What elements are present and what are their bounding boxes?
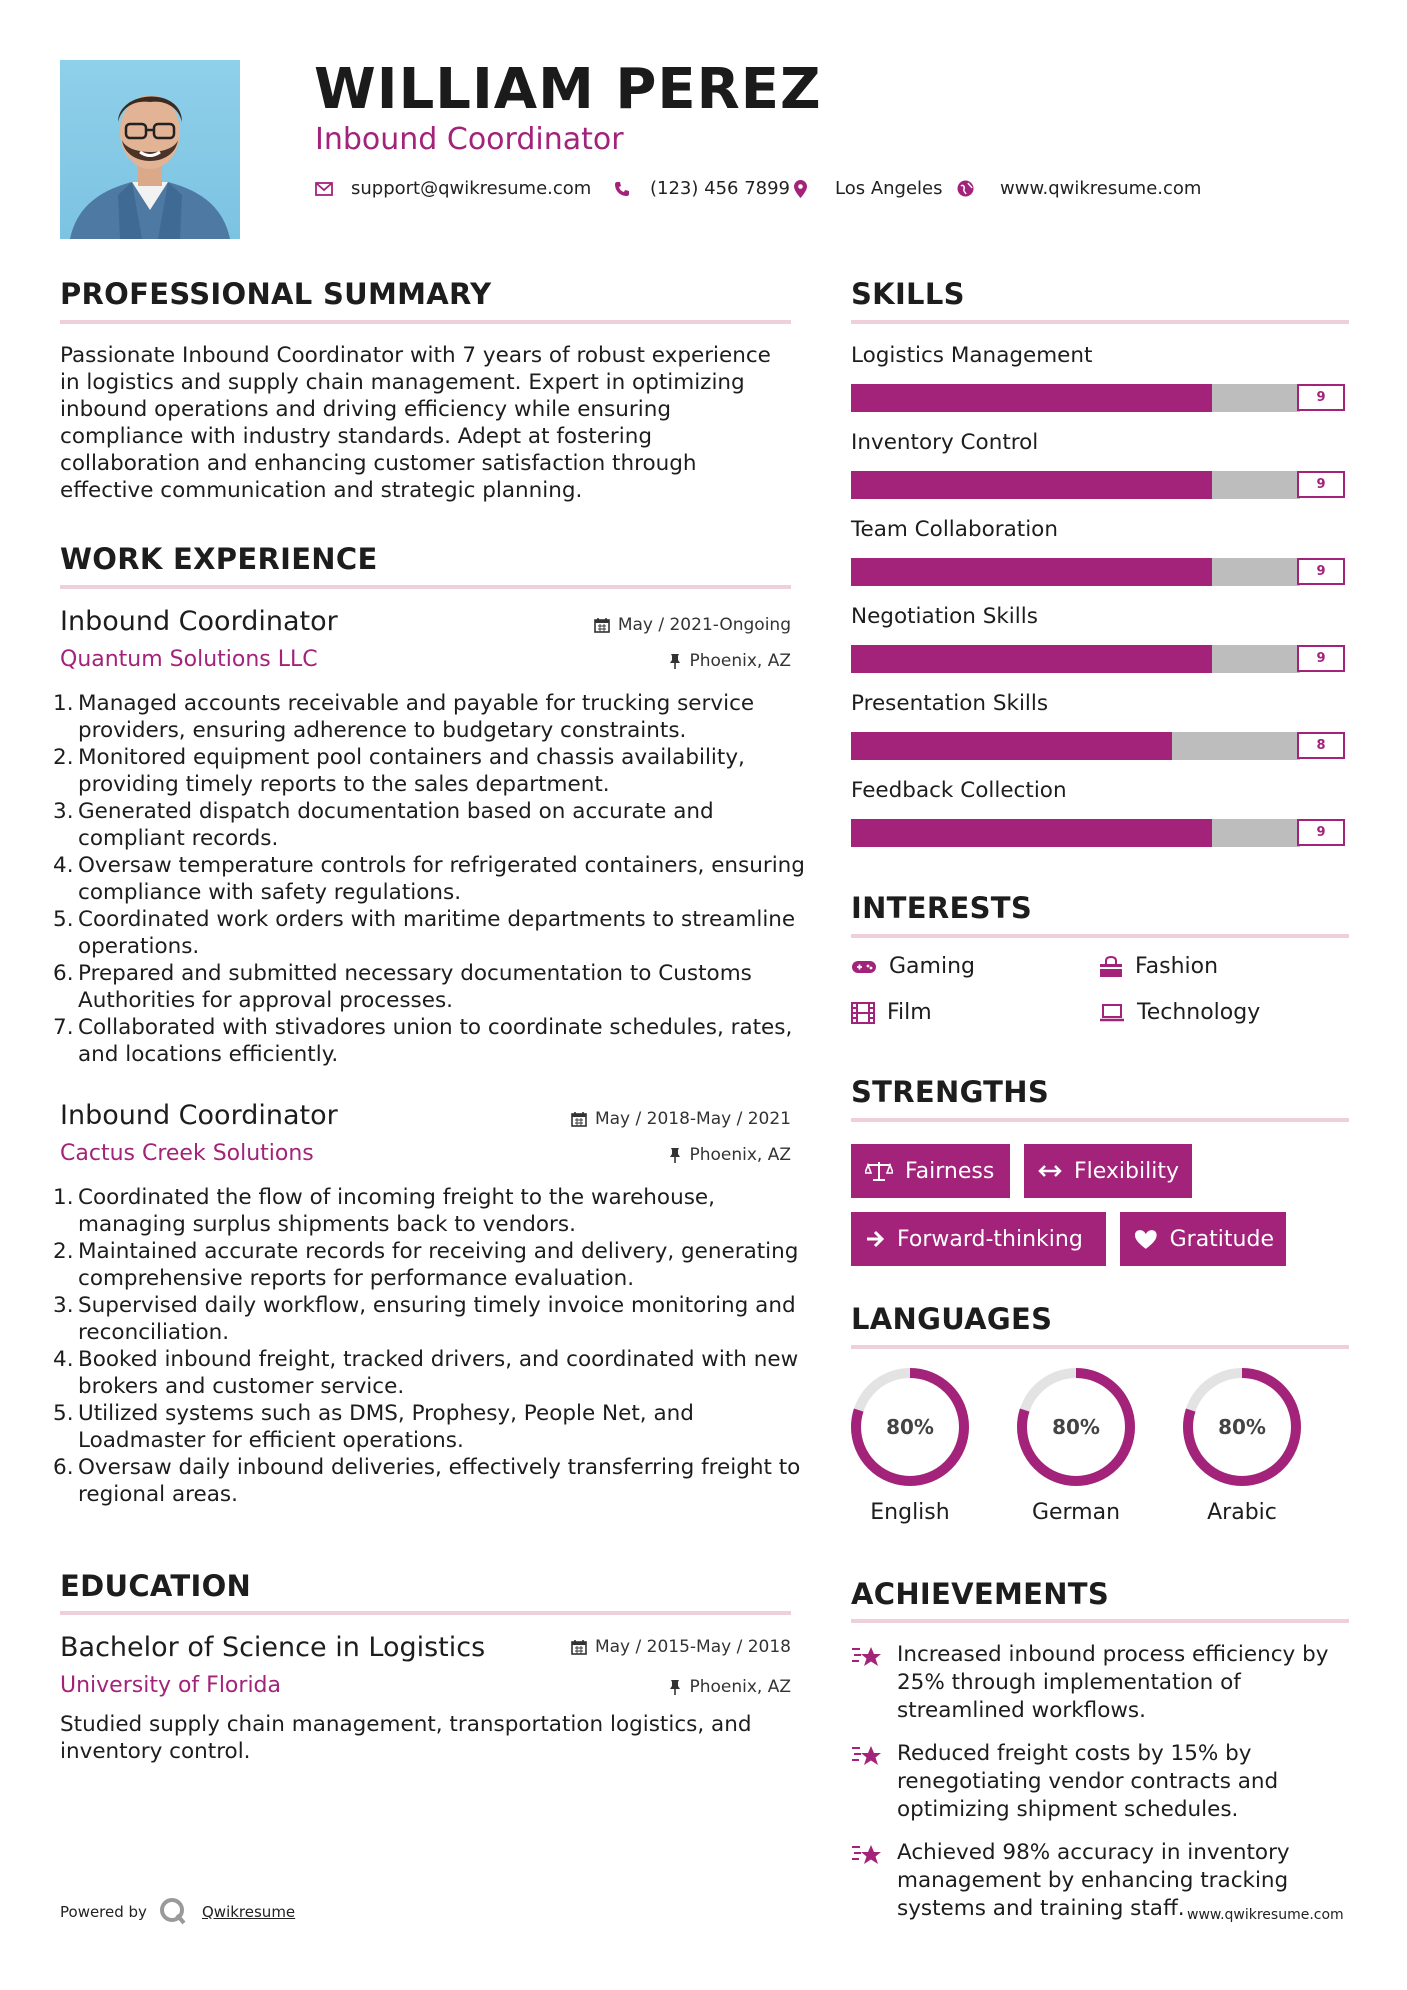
heart-icon [1134, 1229, 1158, 1250]
job-1-company: Quantum Solutions LLC [60, 647, 318, 672]
qwikresume-logo-icon [158, 1896, 188, 1926]
contact-phone[interactable] [614, 178, 790, 199]
job-2-dates-text: May / 2018-May / 2021 [594, 1109, 791, 1129]
job-1-bullets [60, 690, 813, 1068]
language-name: English [870, 1500, 950, 1525]
job-2-bullets [60, 1184, 813, 1508]
skill-name: Presentation Skills [851, 691, 1049, 716]
education-divider [60, 1611, 791, 1615]
strength-fairness [851, 1144, 1010, 1198]
degree-title: Bachelor of Science in Logistics [60, 1632, 486, 1663]
contact-location [794, 178, 943, 199]
experience-heading: WORK EXPERIENCE [60, 542, 378, 576]
pushpin-icon [669, 1147, 681, 1164]
strength-label: Fairness [905, 1158, 995, 1184]
powered-by-label: Powered by [60, 1903, 147, 1921]
skill-bar-fill [851, 558, 1212, 586]
laptop-icon [1099, 1003, 1125, 1023]
education-dates-text: May / 2015-May / 2018 [594, 1637, 791, 1657]
list-item: Prepared and submitted necessary documentation to Customs Authorities for approval processes. [78, 961, 752, 1013]
summary-heading: PROFESSIONAL SUMMARY [60, 277, 492, 311]
list-item: Utilized systems such as DMS, Prophesy, People Net, and Loadmaster for efficient operations. [78, 1401, 694, 1453]
skill-level-badge: 9 [1297, 558, 1345, 585]
interest-technology [1099, 1000, 1260, 1025]
interest-film [851, 1000, 932, 1025]
achievement-text: Increased inbound process efficiency by 25% through implementation of streamlined workflows. [897, 1642, 1329, 1723]
skill-bar-track [851, 819, 1300, 847]
skill-level-badge: 8 [1297, 732, 1345, 759]
interest-label: Fashion [1135, 954, 1219, 979]
interests-heading: INTERESTS [851, 891, 1033, 925]
skill-level-badge: 9 [1297, 819, 1345, 846]
calendar-icon [594, 617, 610, 633]
skill-bar-fill [851, 384, 1212, 412]
job-1-location [669, 651, 791, 671]
film-icon [851, 1002, 875, 1024]
languages-heading: LANGUAGES [851, 1302, 1053, 1336]
job-2-title: Inbound Coordinator [60, 1100, 338, 1131]
shooting-star-icon [851, 1742, 883, 1770]
language-name: Arabic [1207, 1500, 1277, 1525]
job-2-location [669, 1145, 791, 1165]
strengths-divider [851, 1118, 1349, 1122]
skills-heading: SKILLS [851, 277, 965, 311]
skills-divider [851, 320, 1349, 324]
job-1-dates [594, 615, 791, 635]
arrows-horizontal-icon [1038, 1164, 1062, 1178]
list-item: Supervised daily workflow, ensuring timely invoice monitoring and reconciliation. [78, 1293, 796, 1345]
strengths-heading: STRENGTHS [851, 1075, 1050, 1109]
skill-name: Feedback Collection [851, 778, 1067, 803]
skill-bar-track [851, 558, 1300, 586]
shooting-star-icon [851, 1643, 883, 1671]
education-description: Studied supply chain management, transportation logistics, and inventory control. [60, 1712, 752, 1764]
job-1-title: Inbound Coordinator [60, 606, 338, 637]
skill-bar-track [851, 471, 1300, 499]
language-name: German [1031, 1500, 1121, 1525]
pushpin-icon [669, 653, 681, 670]
gamepad-icon [851, 959, 877, 975]
skill-name: Inventory Control [851, 430, 1039, 455]
languages-divider [851, 1345, 1349, 1349]
balance-scale-icon [865, 1160, 893, 1182]
list-item: Managed accounts receivable and payable for trucking service providers, ensuring adherence to budgetary constraints. [78, 691, 755, 743]
skill-level-badge: 9 [1297, 471, 1345, 498]
footer-website[interactable]: www.qwikresume.com [1187, 1907, 1344, 1923]
skill-bar-track [851, 645, 1300, 673]
interest-label: Technology [1137, 1000, 1261, 1025]
skill-name: Negotiation Skills [851, 604, 1038, 629]
shopping-bag-icon [1099, 956, 1123, 978]
contact-website[interactable] [957, 178, 1201, 199]
skill-name: Logistics Management [851, 343, 1093, 368]
qwikresume-link[interactable]: Qwikresume [202, 1903, 296, 1921]
location-text: Los Angeles [835, 178, 943, 199]
summary-divider [60, 320, 791, 324]
achievements-heading: ACHIEVEMENTS [851, 1577, 1110, 1611]
list-item: Generated dispatch documentation based on accurate and compliant records. [78, 799, 714, 851]
pushpin-icon [669, 1679, 681, 1696]
achievement-item [851, 1740, 1351, 1824]
list-item: Maintained accurate records for receiving and delivery, generating comprehensive reports for performance evaluation. [78, 1239, 799, 1291]
interest-gaming [851, 954, 975, 979]
person-photo-icon [60, 60, 240, 239]
job-2-location-text: Phoenix, AZ [689, 1145, 791, 1165]
calendar-icon [571, 1639, 587, 1655]
job-1-location-text: Phoenix, AZ [689, 651, 791, 671]
interests-divider [851, 934, 1349, 938]
skill-bar-fill [851, 819, 1212, 847]
list-item: Oversaw temperature controls for refrigerated containers, ensuring compliance with safety regulations. [78, 853, 805, 905]
arrow-right-icon [865, 1230, 885, 1248]
job-2-dates [571, 1109, 791, 1129]
list-item: Coordinated work orders with maritime departments to streamline operations. [78, 907, 796, 959]
education-dates [571, 1637, 791, 1657]
globe-icon [957, 180, 974, 197]
candidate-role: Inbound Coordinator [315, 122, 624, 157]
phone-icon [614, 181, 630, 197]
strength-forward-thinking [851, 1212, 1106, 1266]
contact-email[interactable] [315, 178, 591, 199]
interest-fashion [1099, 954, 1218, 979]
strength-label: Gratitude [1169, 1226, 1274, 1252]
school-name: University of Florida [60, 1673, 281, 1698]
education-heading: EDUCATION [60, 1569, 252, 1603]
skill-level-badge: 9 [1297, 384, 1345, 411]
list-item: Oversaw daily inbound deliveries, effectively transferring freight to regional areas. [78, 1455, 801, 1507]
skill-bar-track [851, 384, 1300, 412]
skill-bar-track [851, 732, 1300, 760]
skill-name: Team Collaboration [851, 517, 1058, 542]
achievement-item [851, 1641, 1351, 1725]
calendar-icon [571, 1111, 587, 1127]
list-item: Collaborated with stivadores union to coordinate schedules, rates, and locations efficiently. [78, 1015, 793, 1067]
job-1-dates-text: May / 2021-Ongoing [617, 615, 791, 635]
language-percent: 80% [886, 1415, 934, 1439]
experience-divider [60, 585, 791, 589]
list-item: Monitored equipment pool containers and chassis availability, providing timely reports to the sales department. [78, 745, 745, 797]
language-percent: 80% [1052, 1415, 1100, 1439]
phone-text: (123) 456 7899 [650, 178, 791, 199]
skill-bar-fill [851, 732, 1172, 760]
list-item: Coordinated the flow of incoming freight to the warehouse, managing surplus shipments back to vendors. [78, 1185, 715, 1237]
language-progress-ring [1015, 1366, 1137, 1488]
strength-label: Flexibility [1074, 1158, 1179, 1184]
strength-gratitude [1120, 1212, 1286, 1266]
strength-flexibility [1024, 1144, 1192, 1198]
shooting-star-icon [851, 1841, 883, 1869]
map-pin-icon [794, 180, 807, 198]
language-progress-ring [849, 1366, 971, 1488]
skill-bar-fill [851, 645, 1212, 673]
language-percent: 80% [1218, 1415, 1266, 1439]
achievements-divider [851, 1619, 1349, 1623]
profile-photo [60, 60, 240, 239]
candidate-name: WILLIAM PEREZ [314, 57, 822, 122]
envelope-icon [315, 182, 333, 196]
education-location-text: Phoenix, AZ [689, 1677, 791, 1697]
strength-label: Forward-thinking [897, 1226, 1083, 1252]
job-2-company: Cactus Creek Solutions [60, 1141, 314, 1166]
skill-bar-fill [851, 471, 1212, 499]
interest-label: Gaming [889, 954, 975, 979]
list-item: Booked inbound freight, tracked drivers, and coordinated with new brokers and customer service. [78, 1347, 799, 1399]
email-text: support@qwikresume.com [351, 178, 592, 199]
achievement-text: Reduced freight costs by 15% by renegotiating vendor contracts and optimizing shipment schedules. [897, 1741, 1279, 1822]
skill-level-badge: 9 [1297, 645, 1345, 672]
website-text: www.qwikresume.com [1000, 178, 1202, 199]
achievement-text: Achieved 98% accuracy in inventory management by enhancing tracking systems and training staff. [897, 1840, 1290, 1921]
education-location [669, 1677, 791, 1697]
language-progress-ring [1181, 1366, 1303, 1488]
summary-text: Passionate Inbound Coordinator with 7 years of robust experience in logistics and supply chain management. Expert in optimizing inbound operations and driving efficiency while ensuring compliance with industry standards. Adept at fostering collaboration and enhancing customer satisfaction through effective communication and strategic planning. [60, 343, 771, 503]
interest-label: Film [887, 1000, 932, 1025]
